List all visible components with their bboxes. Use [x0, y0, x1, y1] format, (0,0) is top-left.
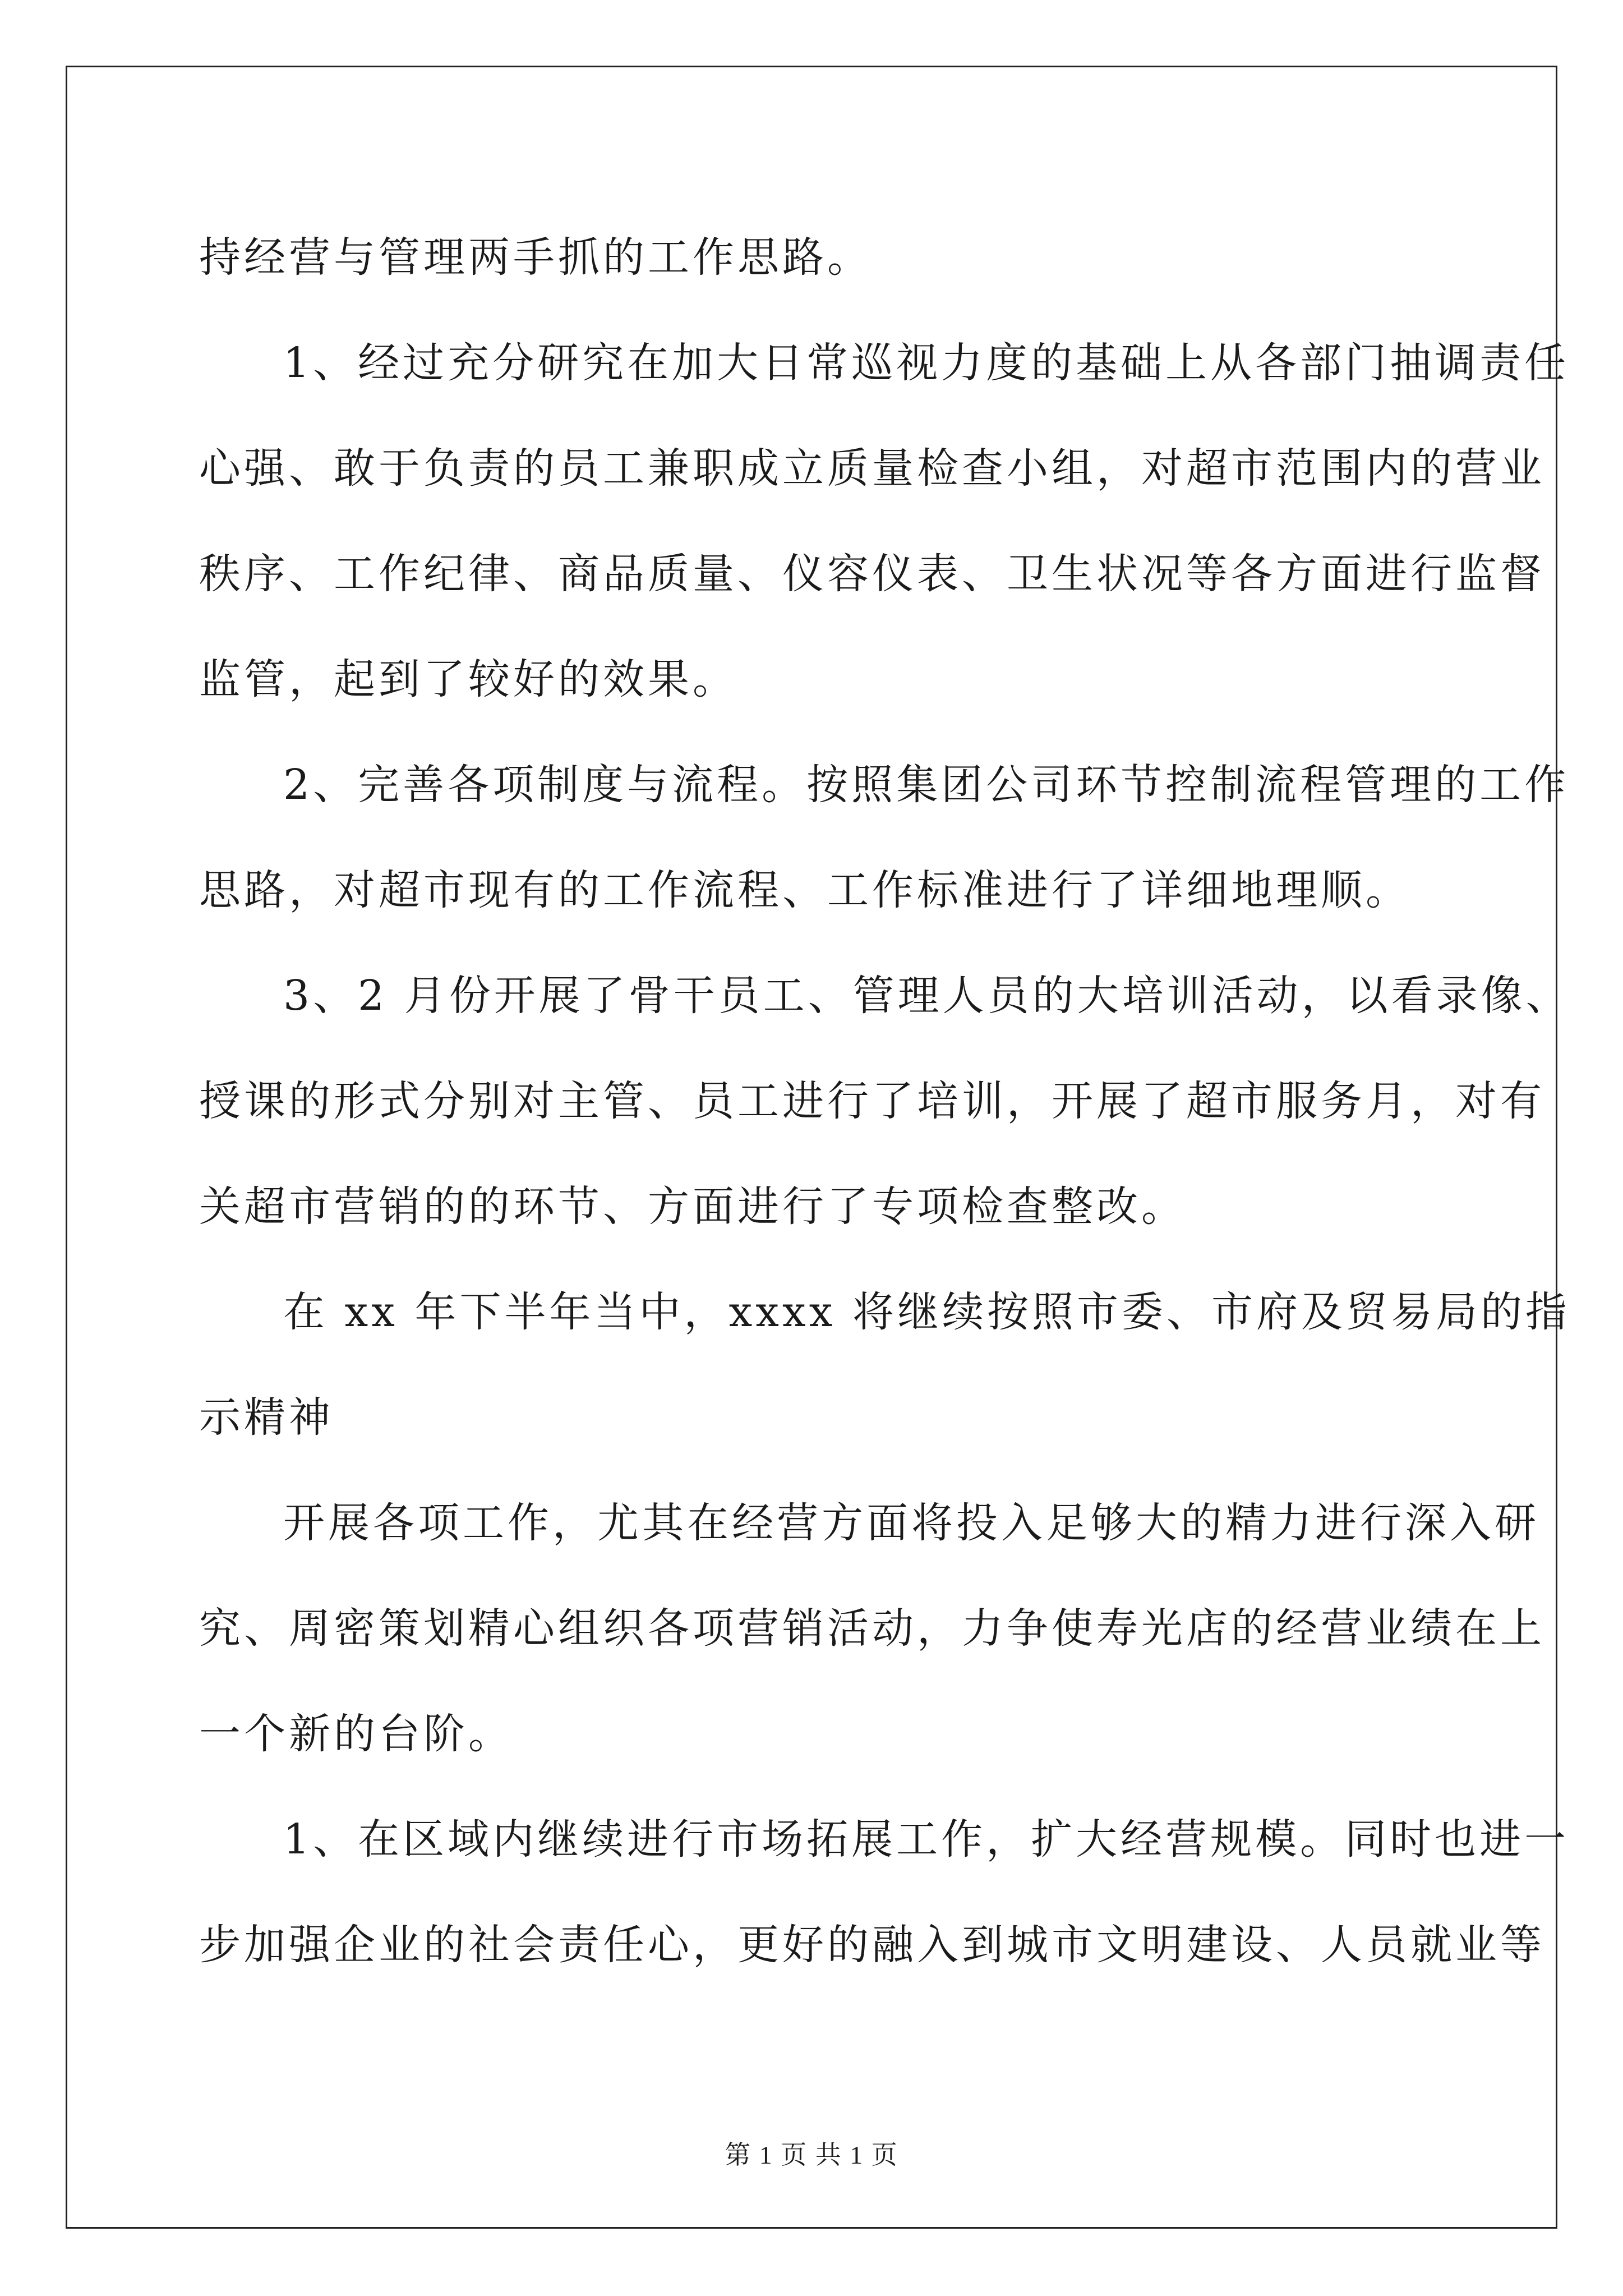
text-line: 持经营与管理两手抓的工作思路。 — [199, 233, 872, 282]
text-line: 1、在区域内继续进行市场拓展工作，扩大经营规模。同时也进一 — [283, 1815, 1570, 1864]
text-line: 究、周密策划精心组织各项营销活动，力争使寿光店的经营业绩在上 — [199, 1604, 1545, 1653]
text-line: 3、2 月份开展了骨干员工、管理人员的大培训活动，以看录像、 — [283, 972, 1571, 1020]
text-line: 监管，起到了较好的效果。 — [199, 655, 737, 703]
text-line: 1、经过充分研究在加大日常巡视力度的基础上从各部门抽调责任 — [283, 339, 1570, 387]
page-number-footer: 第 1 页 共 1 页 — [725, 2141, 898, 2169]
text-line: 关超市营销的的环节、方面进行了专项检查整改。 — [199, 1182, 1186, 1231]
text-line: 开展各项工作，尤其在经营方面将投入足够大的精力进行深入研 — [283, 1499, 1539, 1547]
text-line: 一个新的台阶。 — [199, 1710, 513, 1758]
text-line: 在 xx 年下半年当中，xxxx 将继续按照市委、市府及贸易局的指 — [283, 1288, 1570, 1336]
text-line: 心强、敢于负责的员工兼职成立质量检查小组，对超市范围内的营业 — [199, 444, 1545, 493]
text-line: 秩序、工作纪律、商品质量、仪容仪表、卫生状况等各方面进行监督 — [199, 550, 1545, 598]
document-body — [199, 205, 1571, 1998]
text-line: 步加强企业的社会责任心，更好的融入到城市文明建设、人员就业等 — [199, 1921, 1545, 1969]
text-line: 2、完善各项制度与流程。按照集团公司环节控制流程管理的工作 — [283, 761, 1570, 809]
text-line: 授课的形式分别对主管、员工进行了培训，开展了超市服务月，对有 — [199, 1077, 1545, 1125]
text-line: 思路，对超市现有的工作流程、工作标准进行了详细地理顺。 — [199, 866, 1410, 914]
text-line: 示精神 — [199, 1393, 334, 1442]
